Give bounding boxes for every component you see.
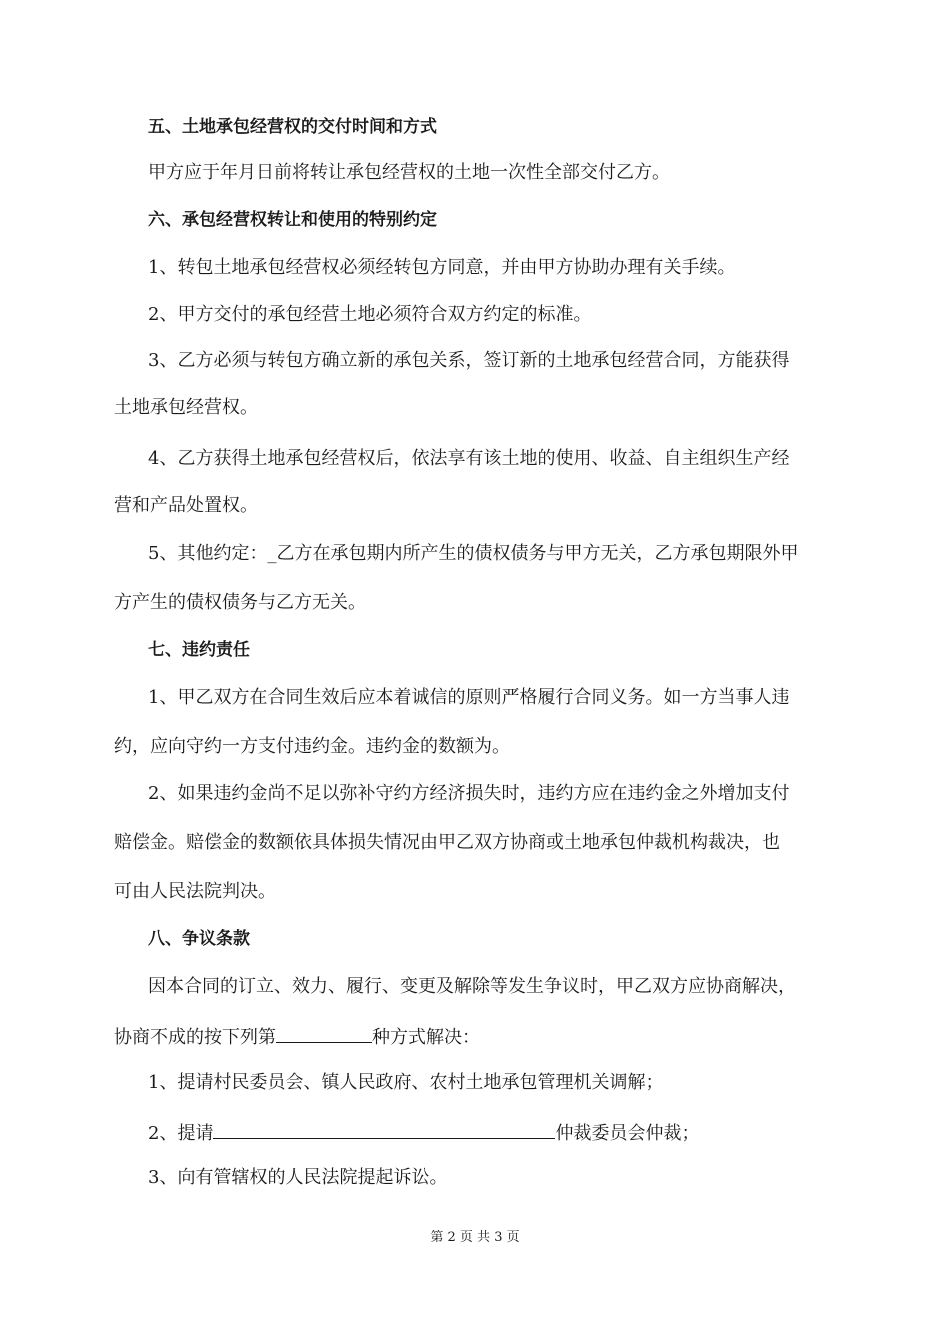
section-7-item-1-line-2: 约，应向守约一方支付违约金。违约金的数额为。 (114, 736, 510, 757)
section-8-option-2 (148, 1120, 950, 1146)
section-7-heading: 七、违约责任 (148, 640, 250, 660)
section-8-paragraph-line-2 (114, 1024, 950, 1050)
section-5-heading: 五、土地承包经营权的交付时间和方式 (148, 117, 437, 137)
section-6-item-1: 1、转包土地承包经营权必须经转包方同意，并由甲方协助办理有关手续。 (148, 257, 736, 278)
section-6-item-4-line-2: 营和产品处置权。 (114, 495, 258, 516)
section-8-option-2-text-after: 仲裁委员会仲裁； (555, 1123, 700, 1144)
section-6-item-4-line-1: 4、乙方获得土地承包经营权后，依法享有该土地的使用、收益、自主组织生产经 (148, 448, 790, 469)
method-number-blank (276, 1024, 372, 1043)
section-5-paragraph: 甲方应于年月日前将转让承包经营权的土地一次性全部交付乙方。 (148, 162, 670, 183)
section-8-paragraph-text-before: 协商不成的按下列第 (114, 1027, 276, 1048)
arbitration-committee-blank (213, 1120, 555, 1139)
section-6-item-3-line-2: 土地承包经营权。 (114, 397, 258, 418)
page-footer: 第 2 页 共 3 页 (430, 1230, 520, 1245)
section-6-item-5-line-1: 5、其他约定：_乙方在承包期内所产生的债权债务与甲方无关，乙方承包期限外甲 (148, 543, 799, 564)
section-7-item-1-line-1: 1、甲乙双方在合同生效后应本着诚信的原则严格履行合同义务。如一方当事人违 (148, 687, 790, 708)
section-6-item-5-line-2: 方产生的债权债务与乙方无关。 (114, 592, 366, 613)
section-7-item-2-line-1: 2、如果违约金尚不足以弥补守约方经济损失时，违约方应在违约金之外增加支付 (148, 783, 790, 804)
section-8-option-1: 1、提请村民委员会、镇人民政府、农村土地承包管理机关调解； (148, 1072, 664, 1093)
section-6-heading: 六、承包经营权转让和使用的特别约定 (148, 210, 437, 230)
section-8-option-2-text-before: 2、提请 (148, 1123, 214, 1144)
section-8-option-3: 3、向有管辖权的人民法院提起诉讼。 (148, 1167, 448, 1188)
section-8-paragraph-line-1: 因本合同的订立、效力、履行、变更及解除等发生争议时，甲乙双方应协商解决， (148, 976, 796, 997)
section-6-item-2: 2、甲方交付的承包经营土地必须符合双方约定的标准。 (148, 304, 592, 325)
section-6-item-3-line-1: 3、乙方必须与转包方确立新的承包关系，签订新的土地承包经营合同，方能获得 (148, 350, 790, 371)
section-7-item-2-line-2: 赔偿金。赔偿金的数额依具体损失情况由甲乙双方协商或土地承包仲裁机构裁决，也 (114, 832, 780, 853)
section-8-paragraph-text-after: 种方式解决： (372, 1027, 480, 1048)
section-8-heading: 八、争议条款 (148, 929, 250, 949)
section-7-item-2-line-3: 可由人民法院判决。 (114, 881, 276, 902)
